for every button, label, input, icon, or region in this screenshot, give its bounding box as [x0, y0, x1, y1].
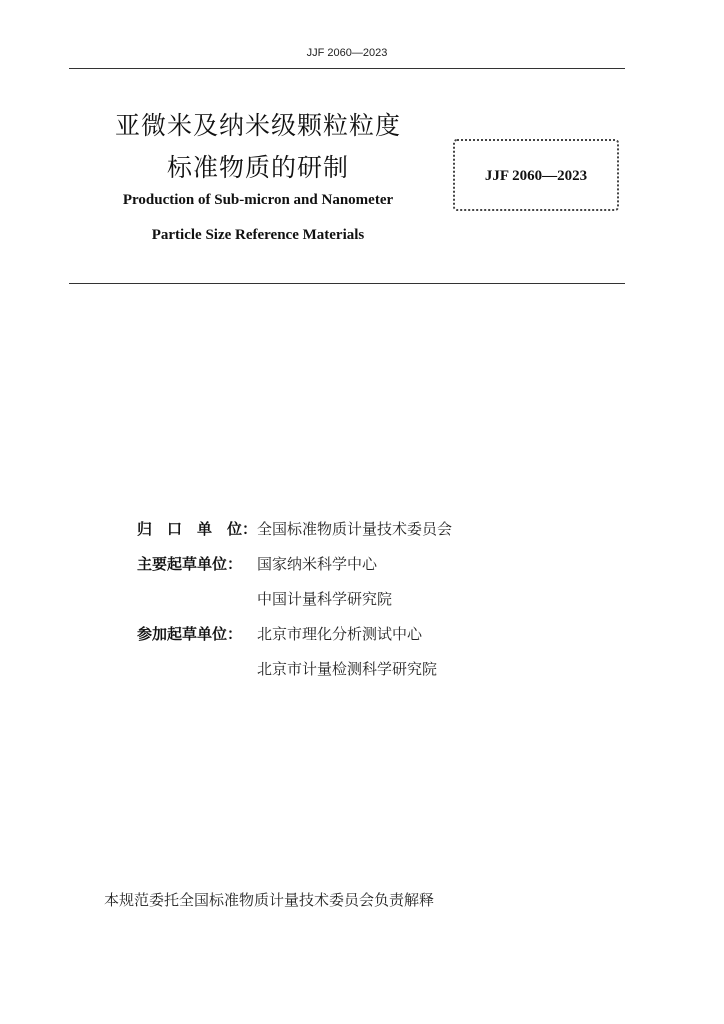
- title-chinese-line-2: 标准物质的研制: [166, 153, 349, 182]
- interpretation-note: 本规范委托全国标准物质计量技术委员会负责解释: [104, 891, 435, 909]
- title-chinese-line-1: 亚微米及纳米级颗粒粒度: [114, 111, 401, 140]
- responsible-unit-value: 全国标准物质计量技术委员会: [257, 520, 453, 538]
- main-drafting-unit-value-1: 国家纳米科学中心: [257, 555, 378, 573]
- participating-unit-label: 参加起草单位：: [137, 625, 243, 643]
- main-drafting-unit-value-2: 中国计量科学研究院: [257, 590, 393, 608]
- header-standard-code: JJF 2060—2023: [306, 47, 388, 59]
- main-drafting-unit-row-2: [137, 581, 557, 616]
- participating-unit-row: [137, 616, 557, 651]
- participating-unit-value-2: 北京市计量检测科学研究院: [257, 660, 438, 678]
- responsible-unit-label: 归 口 单 位：: [137, 520, 258, 538]
- standard-code-box: [453, 139, 619, 211]
- participating-unit-value-1: 北京市理化分析测试中心: [257, 625, 423, 643]
- main-drafting-unit-label: 主要起草单位：: [137, 555, 243, 573]
- title-english-line-1: Production of Sub-micron and Nanometer: [122, 192, 394, 208]
- responsible-unit-row: [137, 511, 557, 546]
- participating-unit-row-2: [137, 651, 557, 686]
- top-divider: [69, 68, 625, 69]
- standard-code-box-text: JJF 2060—2023: [484, 168, 588, 184]
- main-drafting-unit-row: [137, 546, 557, 581]
- bottom-divider: [69, 283, 625, 284]
- drafting-units: [137, 511, 557, 686]
- title-english-line-2: Particle Size Reference Materials: [151, 227, 365, 243]
